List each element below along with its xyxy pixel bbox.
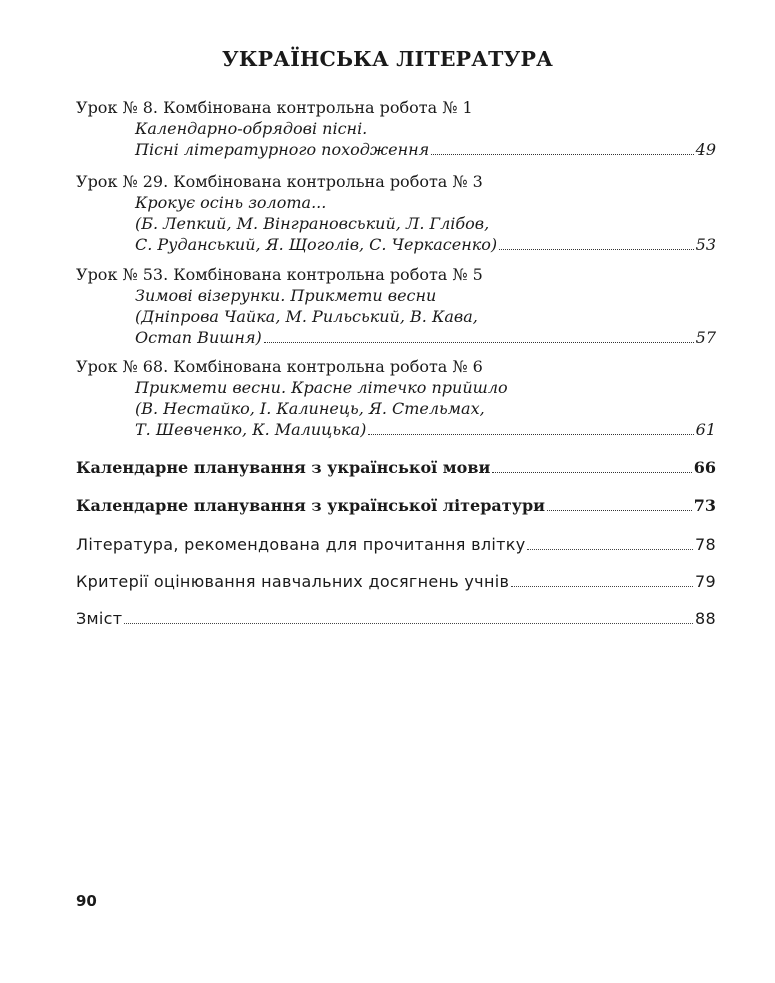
lesson-topic-text: Остап Вишня): [135, 328, 262, 347]
lesson-topic-line: (Б. Лепкий, М. Вінграновський, Л. Глібов,: [135, 214, 490, 233]
dot-leader: [499, 249, 693, 250]
page-ref: 53: [695, 235, 716, 254]
dot-leader: [547, 510, 692, 511]
lesson-topic-line: Зимові візерунки. Прикмети весни: [135, 286, 437, 305]
lesson-heading: Урок № 29. Комбінована контрольна робота № 3: [76, 172, 483, 191]
page-ref: 73: [693, 496, 716, 515]
page-number: 90: [76, 892, 97, 910]
lesson-topic-line: Прикмети весни. Красне літечко прийшло: [135, 378, 508, 397]
lesson-heading: Урок № 68. Комбінована контрольна робота № 6: [76, 357, 483, 376]
page-title: УКРАЇНСЬКА ЛІТЕРАТУРА: [222, 47, 553, 71]
lesson-topic-text: Пісні літературного походження: [135, 140, 430, 159]
lesson-topic-last-line: [76, 234, 716, 255]
lesson-topic-line: Крокує осінь золота...: [135, 193, 327, 212]
page-ref: 79: [695, 572, 716, 591]
extra-title: Література, рекомендована для прочитання влітку: [76, 535, 526, 554]
dot-leader: [511, 586, 693, 587]
toc-lesson-entry: [76, 264, 716, 348]
lesson-topic-line: (В. Нестайко, І. Калинець, Я. Стельмах,: [135, 399, 485, 418]
page-ref: 49: [695, 140, 716, 159]
lesson-heading: Урок № 8. Комбінована контрольна робота № 1: [76, 98, 473, 117]
dot-leader: [124, 623, 693, 624]
extra-title: Зміст: [76, 609, 123, 628]
extra-title: Критерії оцінювання навчальних досягнень учнів: [76, 572, 510, 591]
toc-extra-entry: [76, 572, 716, 591]
section-title: Календарне планування з української мови: [76, 458, 491, 477]
lesson-topic-last-line: [76, 419, 716, 440]
lesson-topic-last-line: [76, 327, 716, 348]
toc-section-entry: [76, 458, 716, 477]
lesson-heading: Урок № 53. Комбінована контрольна робота № 5: [76, 265, 483, 284]
toc-lesson-entry: [76, 356, 716, 440]
toc-section-entry: [76, 496, 716, 515]
lesson-topic-text: Т. Шевченко, К. Малицька): [135, 420, 367, 439]
lesson-topic-line: (Дніпрова Чайка, М. Рильський, В. Кава,: [135, 307, 478, 326]
lesson-topic-last-line: [76, 139, 716, 160]
dot-leader: [431, 154, 693, 155]
dot-leader: [264, 342, 694, 343]
toc-lesson-entry: [76, 171, 716, 255]
dot-leader: [527, 549, 693, 550]
page-ref: 78: [695, 535, 716, 554]
dot-leader: [368, 434, 693, 435]
page-ref: 57: [695, 328, 716, 347]
lesson-topic-text: С. Руданський, Я. Щоголів, С. Черкасенко): [135, 235, 498, 254]
toc-extra-entry: [76, 535, 716, 554]
dot-leader: [492, 472, 691, 473]
page-ref: 66: [693, 458, 716, 477]
toc-lesson-entry: [76, 97, 716, 160]
page-ref: 88: [695, 609, 716, 628]
toc-extra-entry: [76, 609, 716, 628]
lesson-topic-line: Календарно-обрядові пісні.: [135, 119, 368, 138]
section-title: Календарне планування з української літератури: [76, 496, 545, 515]
page-ref: 61: [695, 420, 716, 439]
